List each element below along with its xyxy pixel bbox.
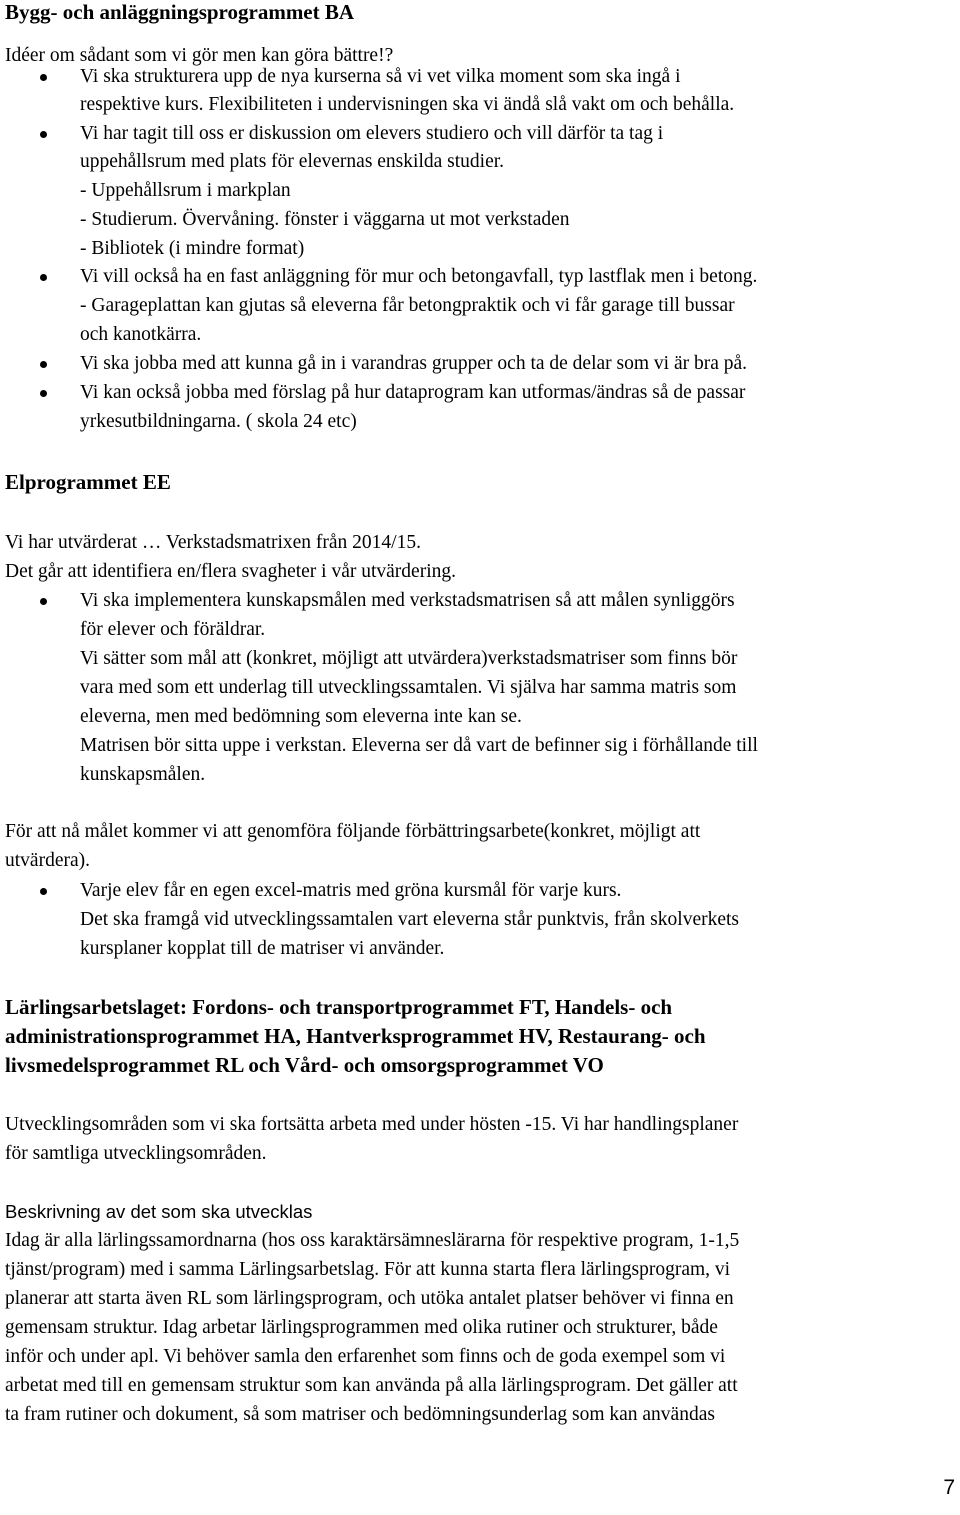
el-line: Vi sätter som mål att (konkret, möjligt att utvärdera)verkstadsmatriser som finns bör <box>80 648 738 669</box>
el-line: Vi ska implementera kunskapsmålen med verkstadsmatrisen så att målen synliggörs <box>80 590 735 611</box>
bullet-icon <box>40 361 47 368</box>
el-line: Varje elev får en egen excel-matris med gröna kursmål för varje kurs. <box>80 880 622 901</box>
el-line: Det går att identifiera en/flera svagheter i vår utvärdering. <box>5 561 456 582</box>
larling-body-line: arbetat med till en gemensam struktur som kan använda på alla lärlingsprogram. Det gäller att <box>5 1375 738 1396</box>
bygg-line: respektive kurs. Flexibiliteten i undervisningen ska vi ändå slå vakt om och behålla. <box>80 94 735 115</box>
bygg-heading: Bygg- och anläggningsprogrammet BA <box>5 0 355 24</box>
larling-heading: livsmedelsprogrammet RL och Vård- och omsorgsprogrammet VO <box>5 1053 604 1077</box>
bullet-icon <box>40 74 47 81</box>
larling-subheading: Beskrivning av det som ska utvecklas <box>5 1201 313 1222</box>
bygg-line: Vi kan också jobba med förslag på hur dataprogram kan utformas/ändras så de passar <box>80 382 746 403</box>
bygg-line: - Garageplattan kan gjutas så eleverna får betongpraktik och vi får garage till bussar <box>80 295 735 316</box>
bullet-icon <box>40 131 47 138</box>
el-heading: Elprogrammet EE <box>5 470 171 494</box>
larling-body-line: Idag är alla lärlingssamordnarna (hos oss karaktärsämneslärarna för respektive program, 1-1,5 <box>5 1230 740 1251</box>
bygg-line: Vi ska strukturera upp de nya kurserna så vi vet vilka moment som ska ingå i <box>80 66 681 87</box>
bygg-line: - Uppehållsrum i markplan <box>80 180 291 201</box>
el-line: utvärdera). <box>5 850 90 871</box>
bygg-line: - Bibliotek (i mindre format) <box>80 238 305 259</box>
el-line: för elever och föräldrar. <box>80 619 266 640</box>
larling-body-line: ta fram rutiner och dokument, så som matriser och bedömningsunderlag som kan användas <box>5 1404 715 1425</box>
larling-body-line: planerar att starta även RL som lärlingsprogram, och utöka antalet platser behöver vi finna en <box>5 1288 734 1309</box>
page-number: 7 <box>943 1476 955 1499</box>
bygg-line: uppehållsrum med plats för elevernas enskilda studier. <box>80 151 505 172</box>
bullet-icon <box>40 390 47 397</box>
bygg-line: Vi vill också ha en fast anläggning för mur och betongavfall, typ lastflak men i betong. <box>80 266 758 287</box>
el-line: Vi har utvärderat … Verkstadsmatrixen från 2014/15. <box>5 532 421 553</box>
el-line: Det ska framgå vid utvecklingssamtalen vart eleverna står punktvis, från skolverkets <box>80 909 740 930</box>
bygg-line: och kanotkärra. <box>80 324 202 345</box>
larling-intro: för samtliga utvecklingsområden. <box>5 1143 267 1164</box>
el-line: kursplaner kopplat till de matriser vi använder. <box>80 938 445 959</box>
larling-body-line: gemensam struktur. Idag arbetar lärlingsprogrammen med olika rutiner och strukturer, både <box>5 1317 718 1338</box>
bygg-line: Vi ska jobba med att kunna gå in i varandras grupper och ta de delar som vi är bra på. <box>80 353 748 374</box>
larling-intro: Utvecklingsområden som vi ska fortsätta arbeta med under hösten -15. Vi har handlingsplaner <box>5 1114 739 1135</box>
bullet-icon <box>40 274 47 281</box>
bygg-line: yrkesutbildningarna. ( skola 24 etc) <box>80 411 357 432</box>
larling-heading: administrationsprogrammet HA, Hantverksprogrammet HV, Restaurang- och <box>5 1024 706 1048</box>
el-line: kunskapsmålen. <box>80 764 206 785</box>
bullet-icon <box>40 598 47 605</box>
bygg-line: Vi har tagit till oss er diskussion om elevers studiero och vill därför ta tag i <box>80 123 664 144</box>
el-line: Matrisen bör sitta uppe i verkstan. Eleverna ser då vart de befinner sig i förhållande till <box>80 735 758 756</box>
el-line: För att nå målet kommer vi att genomföra följande förbättringsarbete(konkret, möjligt att <box>5 821 701 842</box>
el-line: vara med som ett underlag till utvecklingssamtalen. Vi själva har samma matris som <box>80 677 737 698</box>
el-line: eleverna, men med bedömning som eleverna inte kan se. <box>80 706 522 727</box>
bygg-intro: Idéer om sådant som vi gör men kan göra bättre!? <box>5 45 394 66</box>
bygg-line: - Studierum. Övervåning. fönster i väggarna ut mot verkstaden <box>80 209 570 230</box>
larling-body-line: inför och under apl. Vi behöver samla den erfarenhet som finns och de goda exempel som vi <box>5 1346 726 1367</box>
larling-heading: Lärlingsarbetslaget: Fordons- och transportprogrammet FT, Handels- och <box>5 995 673 1019</box>
bullet-icon <box>40 888 47 895</box>
larling-body-line: tjänst/program) med i samma Lärlingsarbetslag. För att kunna starta flera lärlingsprogram, vi <box>5 1259 731 1280</box>
